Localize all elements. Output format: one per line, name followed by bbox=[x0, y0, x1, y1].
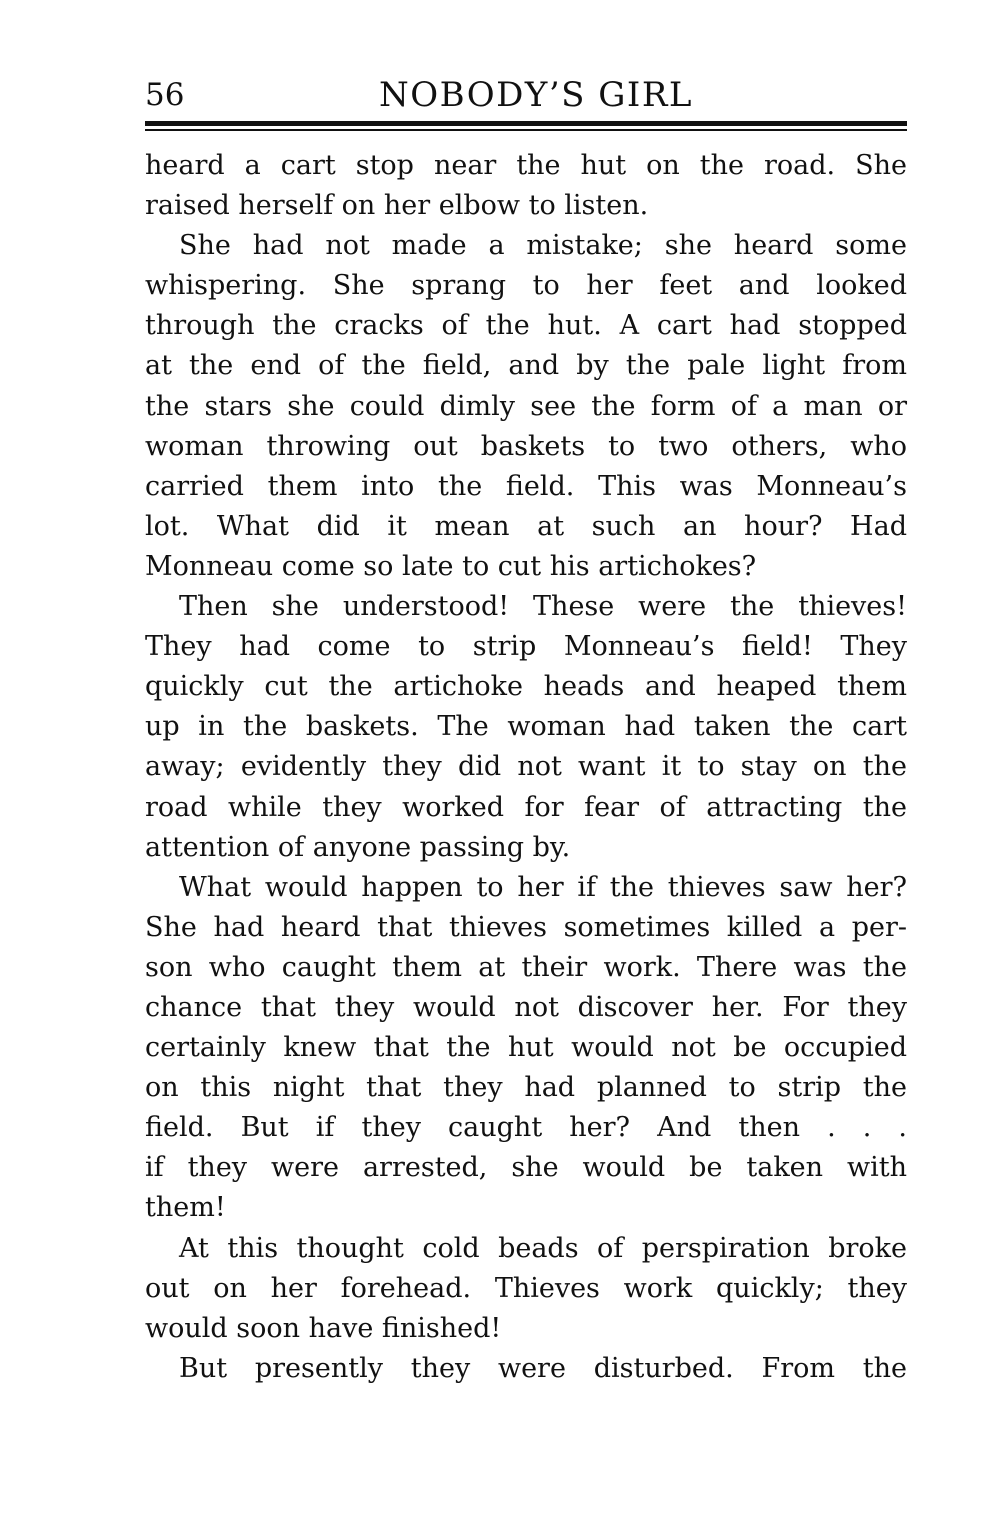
text-line: them! bbox=[145, 1192, 226, 1224]
text-line: woman throwing out baskets to two others, who bbox=[145, 430, 907, 462]
page-number: 56 bbox=[145, 77, 185, 113]
text-line: raised herself on her elbow to listen. bbox=[145, 190, 649, 222]
text-line: at the end of the field, and by the pale light from bbox=[145, 350, 907, 382]
text-line: away; evidently they did not want it to stay on the bbox=[145, 751, 907, 783]
text-line: certainly knew that the hut would not be occupied bbox=[145, 1032, 907, 1064]
text-line: road while they worked for fear of attracting the bbox=[145, 791, 907, 823]
text-line: if they were arrested, she would be taken with bbox=[145, 1152, 907, 1184]
text-line: through the cracks of the hut. A cart had stopped bbox=[145, 310, 907, 342]
text-line: the stars she could dimly see the form of a man or bbox=[145, 390, 907, 422]
text-line: heard a cart stop near the hut on the road. She bbox=[145, 150, 907, 181]
text-line: field. But if they caught her? And then . . . bbox=[145, 1112, 907, 1144]
text-line: lot. What did it mean at such an hour? Had bbox=[145, 510, 907, 542]
header-rule-thick bbox=[145, 121, 907, 126]
header-rule-thin bbox=[145, 129, 907, 131]
body-text bbox=[145, 146, 907, 1389]
text-line: son who caught them at their work. There was the bbox=[145, 951, 907, 983]
text-line: attention of anyone passing by. bbox=[145, 831, 571, 863]
running-title: NOBODY’S GIRL bbox=[379, 75, 693, 115]
text-line: She had not made a mistake; she heard some bbox=[179, 230, 907, 262]
text-line: would soon have finished! bbox=[145, 1312, 502, 1344]
text-line: carried them into the field. This was Monneau’s bbox=[145, 470, 907, 502]
text-line: on this night that they had planned to strip the bbox=[145, 1072, 907, 1104]
text-line: out on her forehead. Thieves work quickly; they bbox=[145, 1272, 907, 1304]
text-line: At this thought cold beads of perspiration broke bbox=[179, 1232, 907, 1264]
text-line: What would happen to her if the thieves saw her? bbox=[179, 871, 907, 903]
text-line: quickly cut the artichoke heads and heaped them bbox=[145, 671, 907, 703]
book-page bbox=[145, 0, 907, 1533]
page-header bbox=[145, 72, 907, 118]
text-line: whispering. She sprang to her feet and looked bbox=[145, 270, 907, 302]
text-line: Then she understood! These were the thieves! bbox=[179, 591, 907, 623]
text-line: But presently they were disturbed. From the bbox=[179, 1352, 907, 1384]
text-line: Monneau come so late to cut his artichokes? bbox=[145, 550, 757, 582]
text-line: chance that they would not discover her. For they bbox=[145, 991, 907, 1023]
text-line: She had heard that thieves sometimes killed a per- bbox=[145, 911, 907, 943]
text-line: up in the baskets. The woman had taken the cart bbox=[145, 711, 907, 743]
text-line: They had come to strip Monneau’s field! They bbox=[145, 631, 907, 663]
